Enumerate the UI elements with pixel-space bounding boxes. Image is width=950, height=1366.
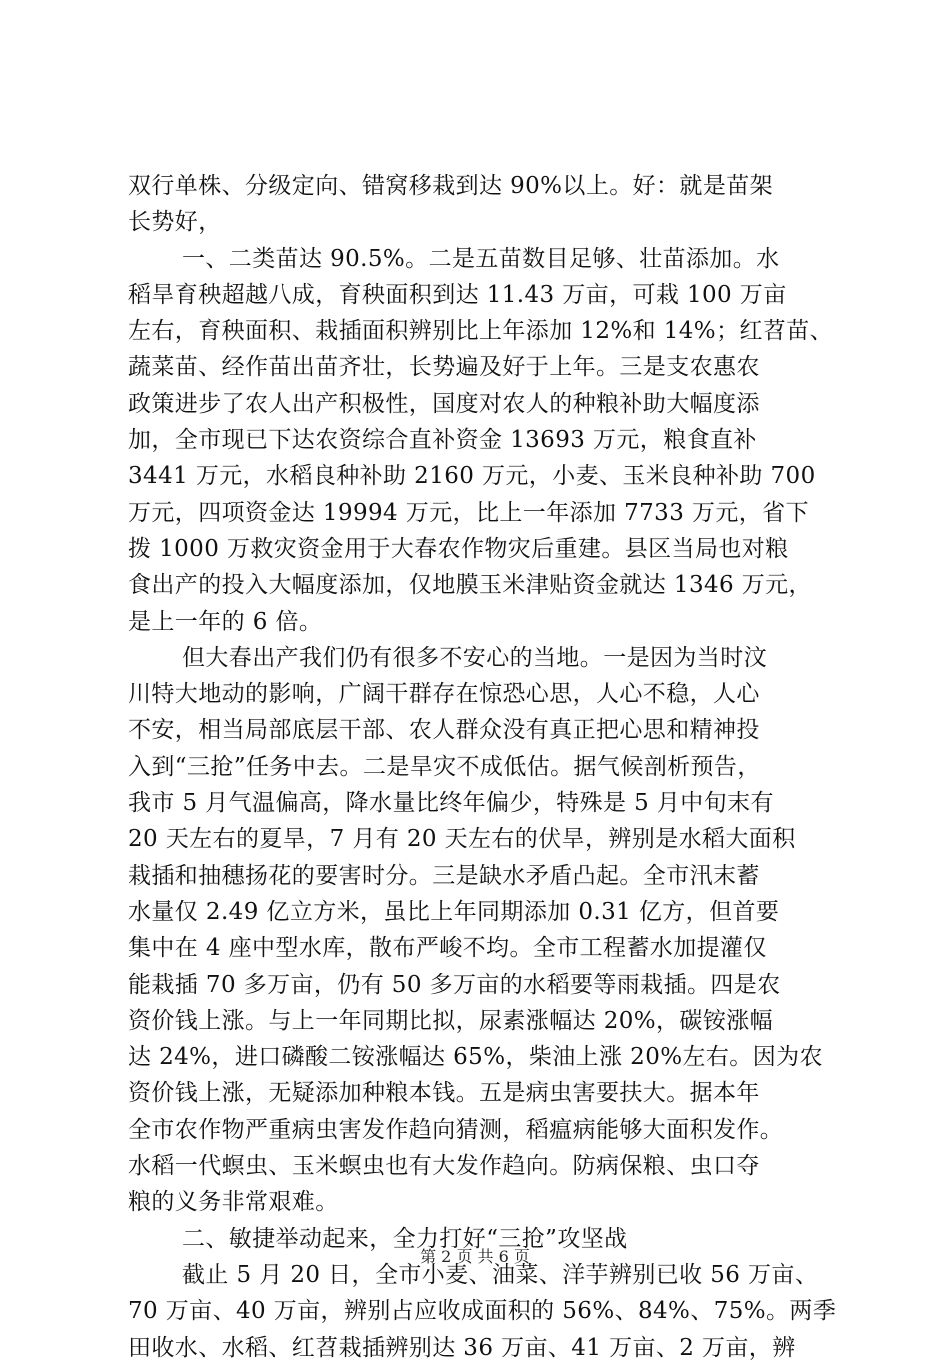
text-line: 集中在 4 座中型水库，散布严峻不均。全市工程蓄水加提灌仅	[128, 935, 767, 962]
text-line: 加，全市现已下达农资综合直补资金 13693 万元，粮食直补	[128, 427, 757, 454]
text-line: 长势好，	[128, 209, 222, 236]
text-line: 70 万亩、40 万亩，辨别占应收成面积的 56%、84%、75%。两季	[128, 1298, 837, 1325]
text-line: 粮的义务非常艰难。	[128, 1189, 339, 1216]
text-line: 20 天左右的夏旱，7 月有 20 天左右的伏旱，辨别是水稻大面积	[128, 826, 796, 853]
text-line: 资价钱上涨，无疑添加种粮本钱。五是病虫害要扶大。据本年	[128, 1080, 760, 1107]
text-line: 能栽插 70 多万亩，仍有 50 多万亩的水稻要等雨栽插。四是农	[128, 971, 781, 998]
text-line: 政策进步了农人出产积极性，国度对农人的种粮补助大幅度添	[128, 390, 760, 417]
text-line: 左右，育秧面积、栽插面积辨别比上年添加 12%和 14%；红苕苗、	[128, 318, 834, 345]
text-line: 资价钱上涨。与上一年同期比拟，尿素涨幅达 20%，碳铵涨幅	[128, 1007, 774, 1034]
text-line: 水量仅 2.49 亿立方米，虽比上年同期添加 0.31 亿方，但首要	[128, 898, 780, 925]
paragraph-start-line: 但大春出产我们仍有很多不安心的当地。一是因为当时汶	[182, 644, 767, 671]
text-line: 达 24%，进口磷酸二铵涨幅达 65%，柴油上涨 20%左右。因为农	[128, 1044, 823, 1071]
text-line: 双行单株、分级定向、错窝移栽到达 90%以上。好：就是苗架	[128, 173, 774, 199]
paragraph-start-line: 一、二类苗达 90.5%。二是五苗数目足够、壮苗添加。水	[182, 245, 780, 272]
text-line: 水稻一代螟虫、玉米螟虫也有大发作趋向。防病保粮、虫口夺	[128, 1153, 760, 1180]
text-line: 入到“三抢”任务中去。二是旱灾不成低估。据气候剖析预告，	[128, 753, 761, 780]
text-line: 蔬菜苗、经作苗出苗齐壮，长势遍及好于上年。三是支农惠农	[128, 354, 760, 381]
text-line: 川特大地动的影响，广阔干群存在惊恐心思，人心不稳，人心	[128, 681, 760, 708]
text-line: 田收水、水稻、红苕栽插辨别达 36 万亩、41 万亩、2 万亩，辨	[128, 1334, 796, 1361]
text-line: 3441 万元，水稻良种补助 2160 万元，小麦、玉米良种补助 700	[128, 463, 816, 490]
text-line: 我市 5 月气温偏高，降水量比终年偏少，特殊是 5 月中旬末有	[128, 790, 774, 817]
document-body	[128, 168, 858, 1366]
text-line: 拨 1000 万救灾资金用于大春农作物灾后重建。县区当局也对粮	[128, 535, 789, 562]
text-line: 不安，相当局部底层干部、农人群众没有真正把心思和精神投	[128, 717, 760, 744]
text-line: 栽插和抽穗扬花的要害时分。三是缺水矛盾凸起。全市汛末蓄	[128, 862, 760, 889]
paragraph-start-line: 截止 5 月 20 日，全市小麦、油菜、洋芋辨别已收 56 万亩、	[182, 1261, 819, 1288]
page-number-footer: 第 2 页 共 6 页	[420, 1247, 530, 1266]
section-heading: 二、敏捷举动起来，全力打好“三抢”攻坚战	[182, 1225, 628, 1252]
text-line: 是上一年的 6 倍。	[128, 608, 323, 635]
text-line: 稻旱育秧超越八成，育秧面积到达 11.43 万亩，可栽 100 万亩	[128, 281, 787, 308]
text-line: 食出产的投入大幅度添加，仅地膜玉米津贴资金就达 1346 万元，	[128, 572, 812, 599]
text-line: 全市农作物严重病虫害发作趋向猜测，稻瘟病能够大面积发作。	[128, 1116, 784, 1143]
text-line: 万元，四项资金达 19994 万元，比上一年添加 7733 万元，省下	[128, 499, 809, 526]
